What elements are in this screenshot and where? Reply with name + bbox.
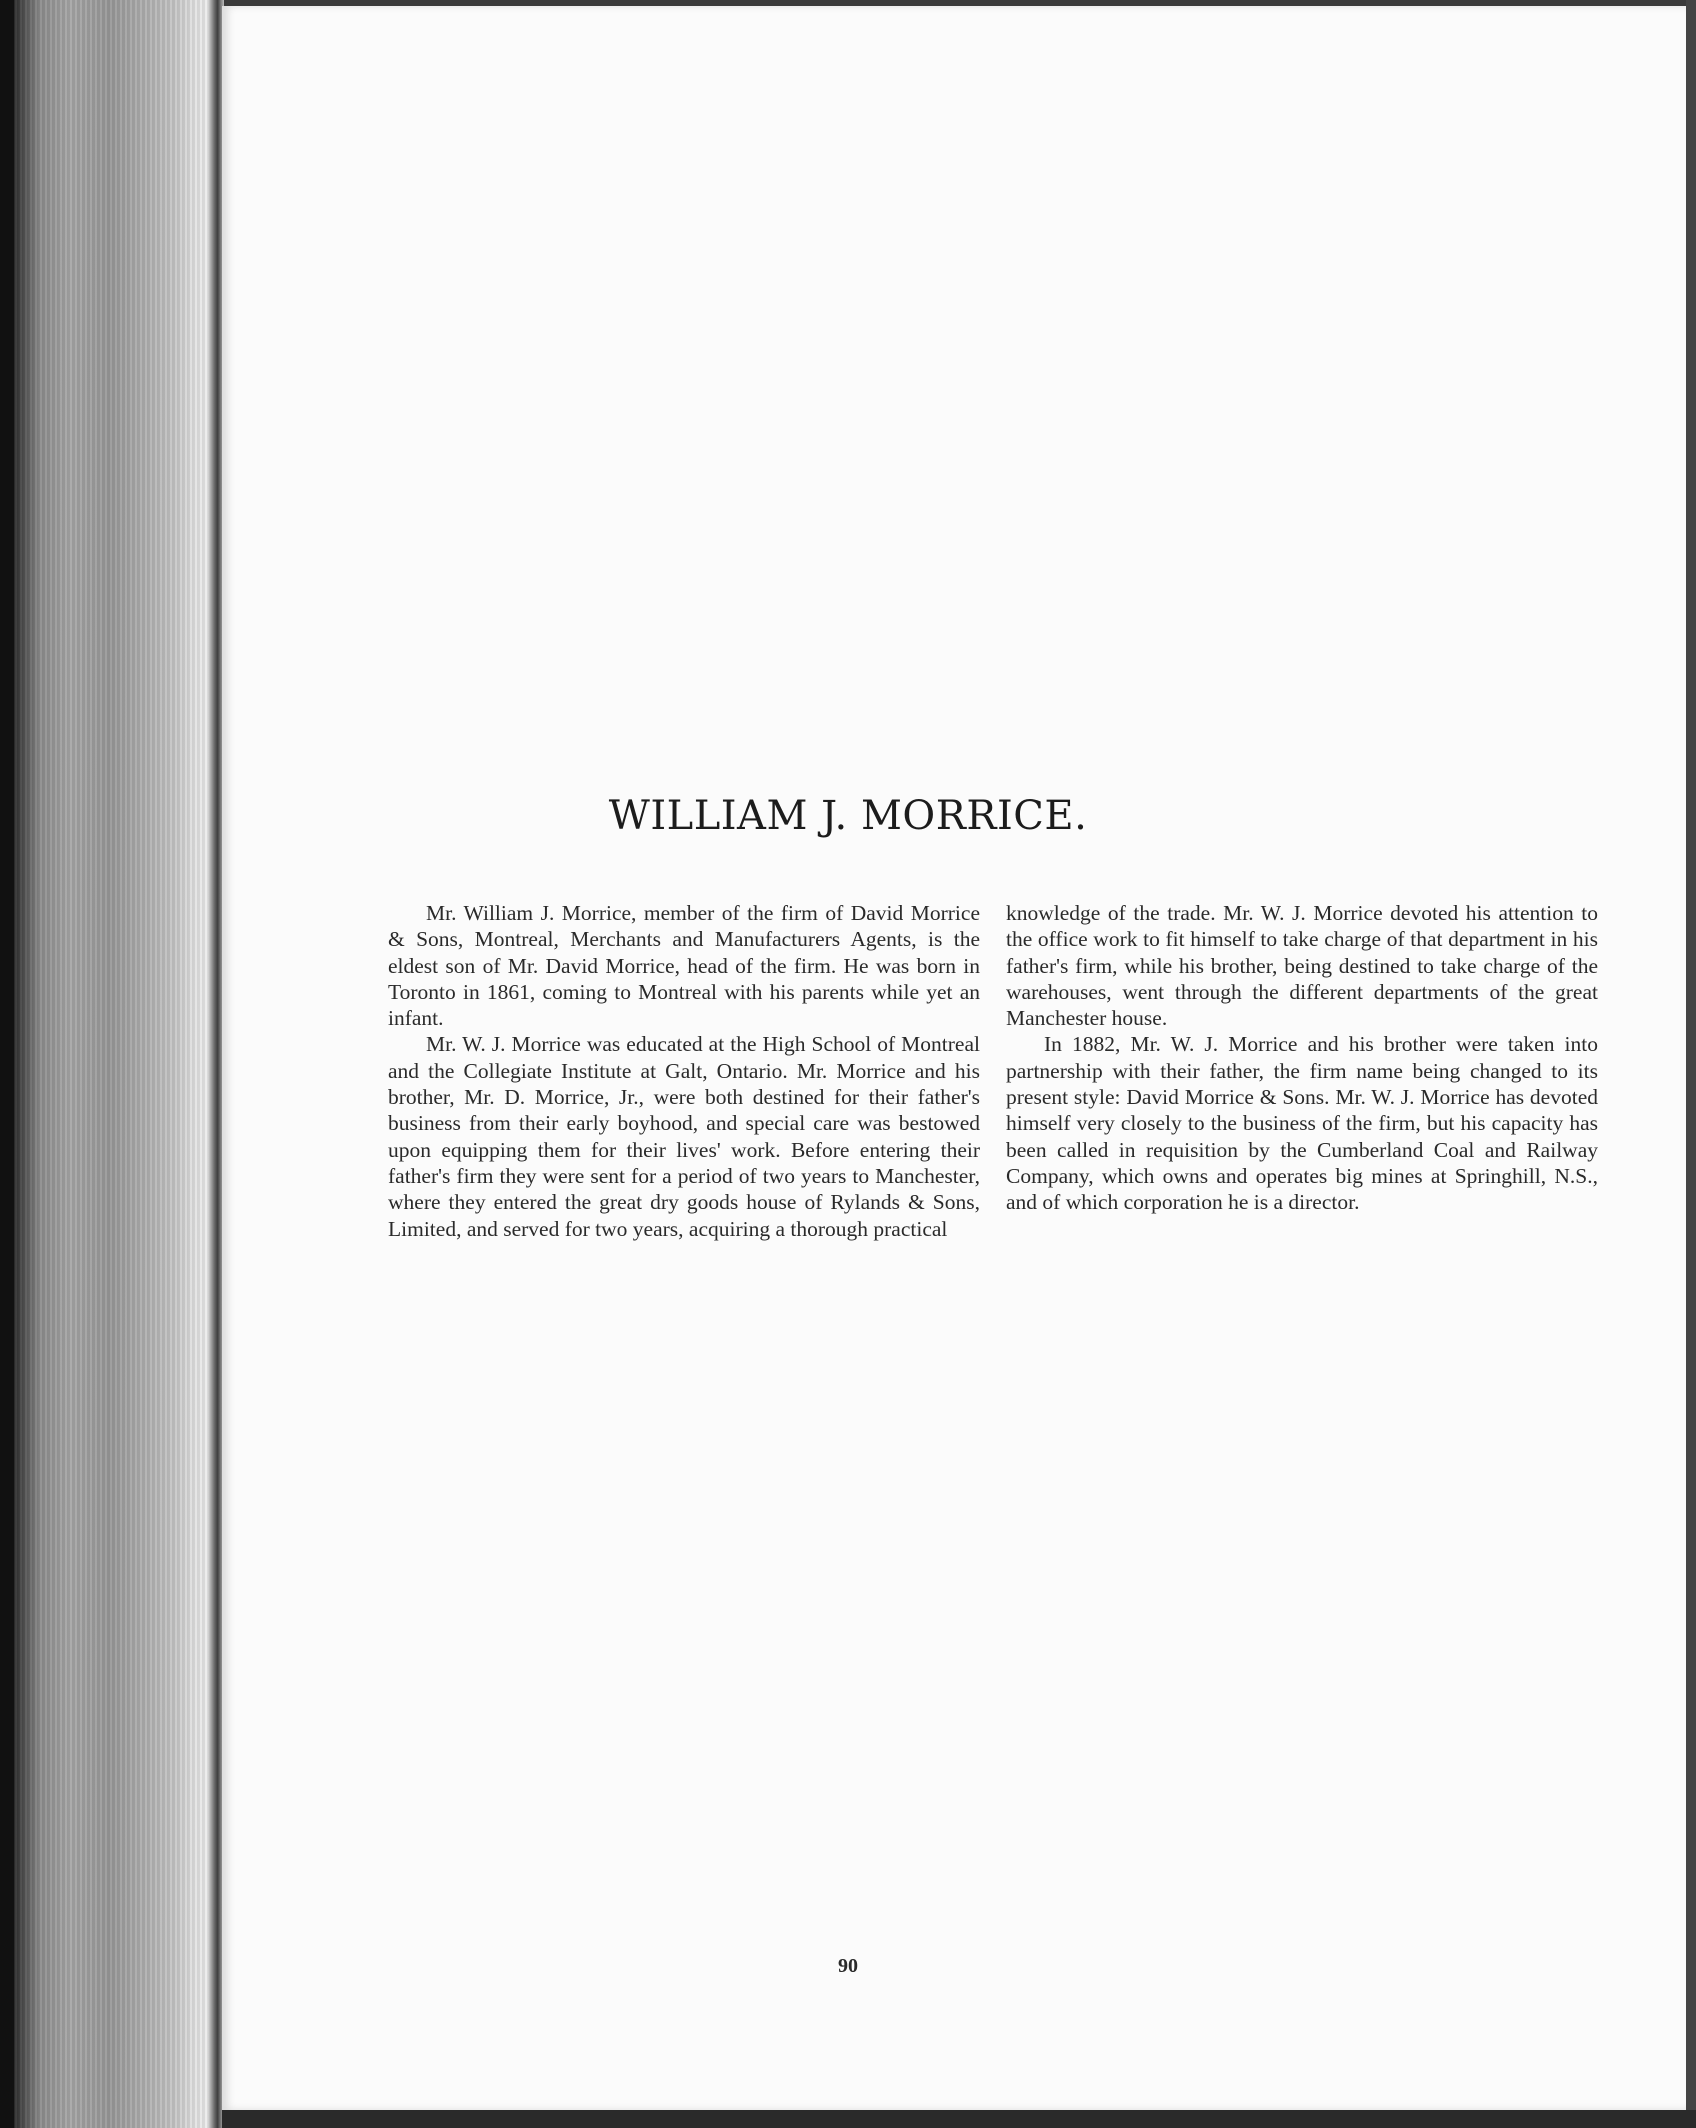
paragraph: Mr. William J. Morrice, member of the firm of David Morrice & Sons, Montreal, Merchants and Manufacturers Agents, is the eldest son of Mr. David Morrice, head of the firm. He was born in Toronto in 1861, coming to Montreal with his parents while yet an infant. [388, 901, 980, 1031]
right-text-column [1006, 900, 1598, 1216]
page-right-edge [1686, 0, 1696, 2128]
book-binding-edge [0, 0, 14, 2128]
page-bottom-edge [222, 2110, 1696, 2128]
paragraph: Mr. W. J. Morrice was educated at the High School of Montreal and the Collegiate Institute at Galt, Ontario. Mr. Morrice and his brother, Mr. D. Morrice, Jr., were both destined for their father's business from their early boyhood, and special care was bestowed upon equipping them for their lives' work. Before entering their father's firm they were sent for a period of two years to Manchester, where they entered the great dry goods house of Rylands & Sons, Limited, and served for two years, acquiring a thorough practical [388, 1032, 980, 1241]
left-text-column [388, 900, 980, 1242]
paragraph: In 1882, Mr. W. J. Morrice and his brother were taken into partnership with their father, the firm name being changed to its present style: David Morrice & Sons. Mr. W. J. Morrice has devoted himself very closely to the business of the firm, but his capacity has been called in requisition by the Cumberland Coal and Railway Company, which owns and operates big mines at Springhill, N.S., and of which corporation he is a director. [1006, 1032, 1598, 1215]
page-number: 90 [838, 1955, 858, 1977]
page-title: WILLIAM J. MORRICE. [608, 793, 1088, 839]
paragraph-continued: knowledge of the trade. Mr. W. J. Morrice devoted his attention to the office work to fit himself to take charge of that department in his father's firm, while his brother, being destined to take charge of the warehouses, went through the different departments of the great Manchester house. [1006, 901, 1598, 1031]
book-fore-edge [0, 0, 215, 2128]
